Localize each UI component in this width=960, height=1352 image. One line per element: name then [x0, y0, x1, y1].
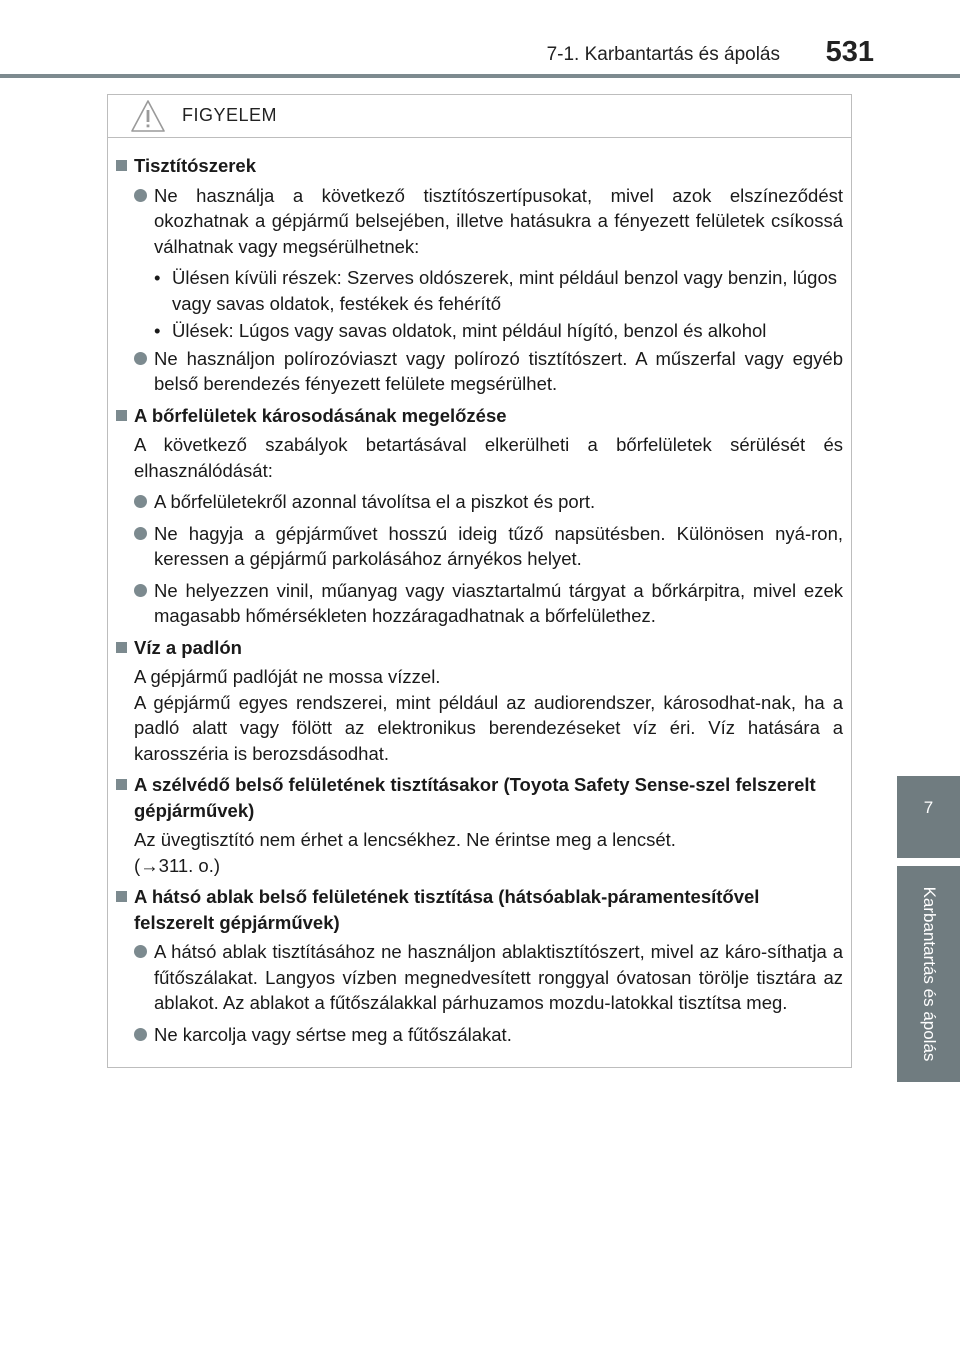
list-item: Ne használja a következő tisztítószertípusokat, mivel azok elszíneződést okozhatnak a gépjármű belsejében, illetve hatásukra a fényezett felületek csíkossá válhatnak vagy megsérülhetnek: — [116, 183, 843, 260]
paragraph: A gépjármű egyes rendszerei, mint például az audiorendszer, károsodhat-nak, ha a padló alatt vagy fölött az elektronikus berendezéseket víz éri. Víz hatására a karosszéria is berozsdásodhat. — [134, 691, 843, 764]
circle-bullet-icon — [134, 352, 147, 365]
square-bullet-icon — [116, 410, 127, 421]
section-heading: A szélvédő belső felületének tisztításakor (Toyota Safety Sense-szel felszerelt gépjárművek) — [116, 772, 843, 823]
circle-bullet-icon — [134, 584, 147, 597]
paragraph: A gépjármű padlóját ne mossa vízzel. — [134, 666, 441, 687]
chapter-tab-number — [897, 776, 960, 858]
list-item: Ne karcolja vagy sértse meg a fűtőszálakat. — [116, 1022, 843, 1048]
list-item: Ne helyezzen vinil, műanyag vagy viasztartalmú tárgyat a bőrkárpitra, mivel ezek magasabb hőmérsékleten hozzáragadhatnak a bőrfelülethez. — [116, 578, 843, 629]
section-heading: A hátsó ablak belső felületének tisztítása (hátsóablak-páramentesítővel felszerelt gépjárművek) — [116, 884, 843, 935]
warning-title: FIGYELEM — [182, 105, 278, 125]
circle-bullet-icon — [134, 945, 147, 958]
chapter-label: Karbantartás és ápolás — [919, 886, 939, 1062]
section-heading: A bőrfelületek károsodásának megelőzése — [116, 403, 843, 429]
small-bullet-icon: • — [154, 320, 161, 341]
circle-bullet-icon — [134, 495, 147, 508]
section-title: 7-1. Karbantartás és ápolás — [546, 44, 780, 65]
list-item: Ne hagyja a gépjárművet hosszú ideig tűző napsütésben. Különösen nyá-ron, keressen a gépjármű parkolásához árnyékos helyet. — [116, 521, 843, 572]
square-bullet-icon — [116, 160, 127, 171]
paragraph: Az üvegtisztító nem érhet a lencsékhez. Ne érintse meg a lencsét. — [134, 829, 676, 850]
header-divider — [0, 74, 960, 78]
page-number: 531 — [825, 36, 874, 68]
circle-bullet-icon — [134, 527, 147, 540]
square-bullet-icon — [116, 891, 127, 902]
small-bullet-icon: • — [154, 267, 161, 288]
warning-header — [108, 95, 851, 138]
warning-content — [116, 153, 843, 1053]
square-bullet-icon — [116, 642, 127, 653]
square-bullet-icon — [116, 779, 127, 790]
circle-bullet-icon — [134, 189, 147, 202]
chapter-number: 7 — [923, 798, 934, 817]
section-heading: Tisztítószerek — [116, 153, 843, 179]
list-item: A bőrfelületekről azonnal távolítsa el a piszkot és port. — [116, 489, 843, 515]
warning-box — [107, 94, 852, 1068]
warning-triangle-icon — [130, 99, 166, 133]
sub-list-item: • Ülésen kívüli részek: Szerves oldószerek, mint például benzol vagy benzin, lúgos vagy savas oldatok, festékek és fehérítő — [154, 267, 837, 314]
list-item: A hátsó ablak tisztításához ne használjon ablaktisztítószert, mivel az káro-síthatja a fűtőszálakat. Langyos vízben megnedvesített ronggyal óvatosan törölje tisztára az ablakot. Az ablakot a fűtőszálakkal párhuzamos mozdu-latokkal tisztítsa meg. — [116, 939, 843, 1016]
page-reference: (→311. o.) — [134, 854, 221, 876]
circle-bullet-icon — [134, 1028, 147, 1041]
list-item: Ne használjon polírozóviaszt vagy polírozó tisztítószert. A műszerfal vagy egyéb belső berendezés fényezett felülete megsérülhet. — [116, 346, 843, 397]
page-header — [0, 0, 960, 80]
chapter-tab-label — [897, 866, 960, 1082]
paragraph: A következő szabályok betartásával elkerülheti a bőrfelületek sérülését és elhasználódását: — [134, 434, 843, 481]
section-heading: Víz a padlón — [116, 635, 843, 661]
sub-list-item: • Ülések: Lúgos vagy savas oldatok, mint például hígító, benzol és alkohol — [116, 318, 843, 344]
